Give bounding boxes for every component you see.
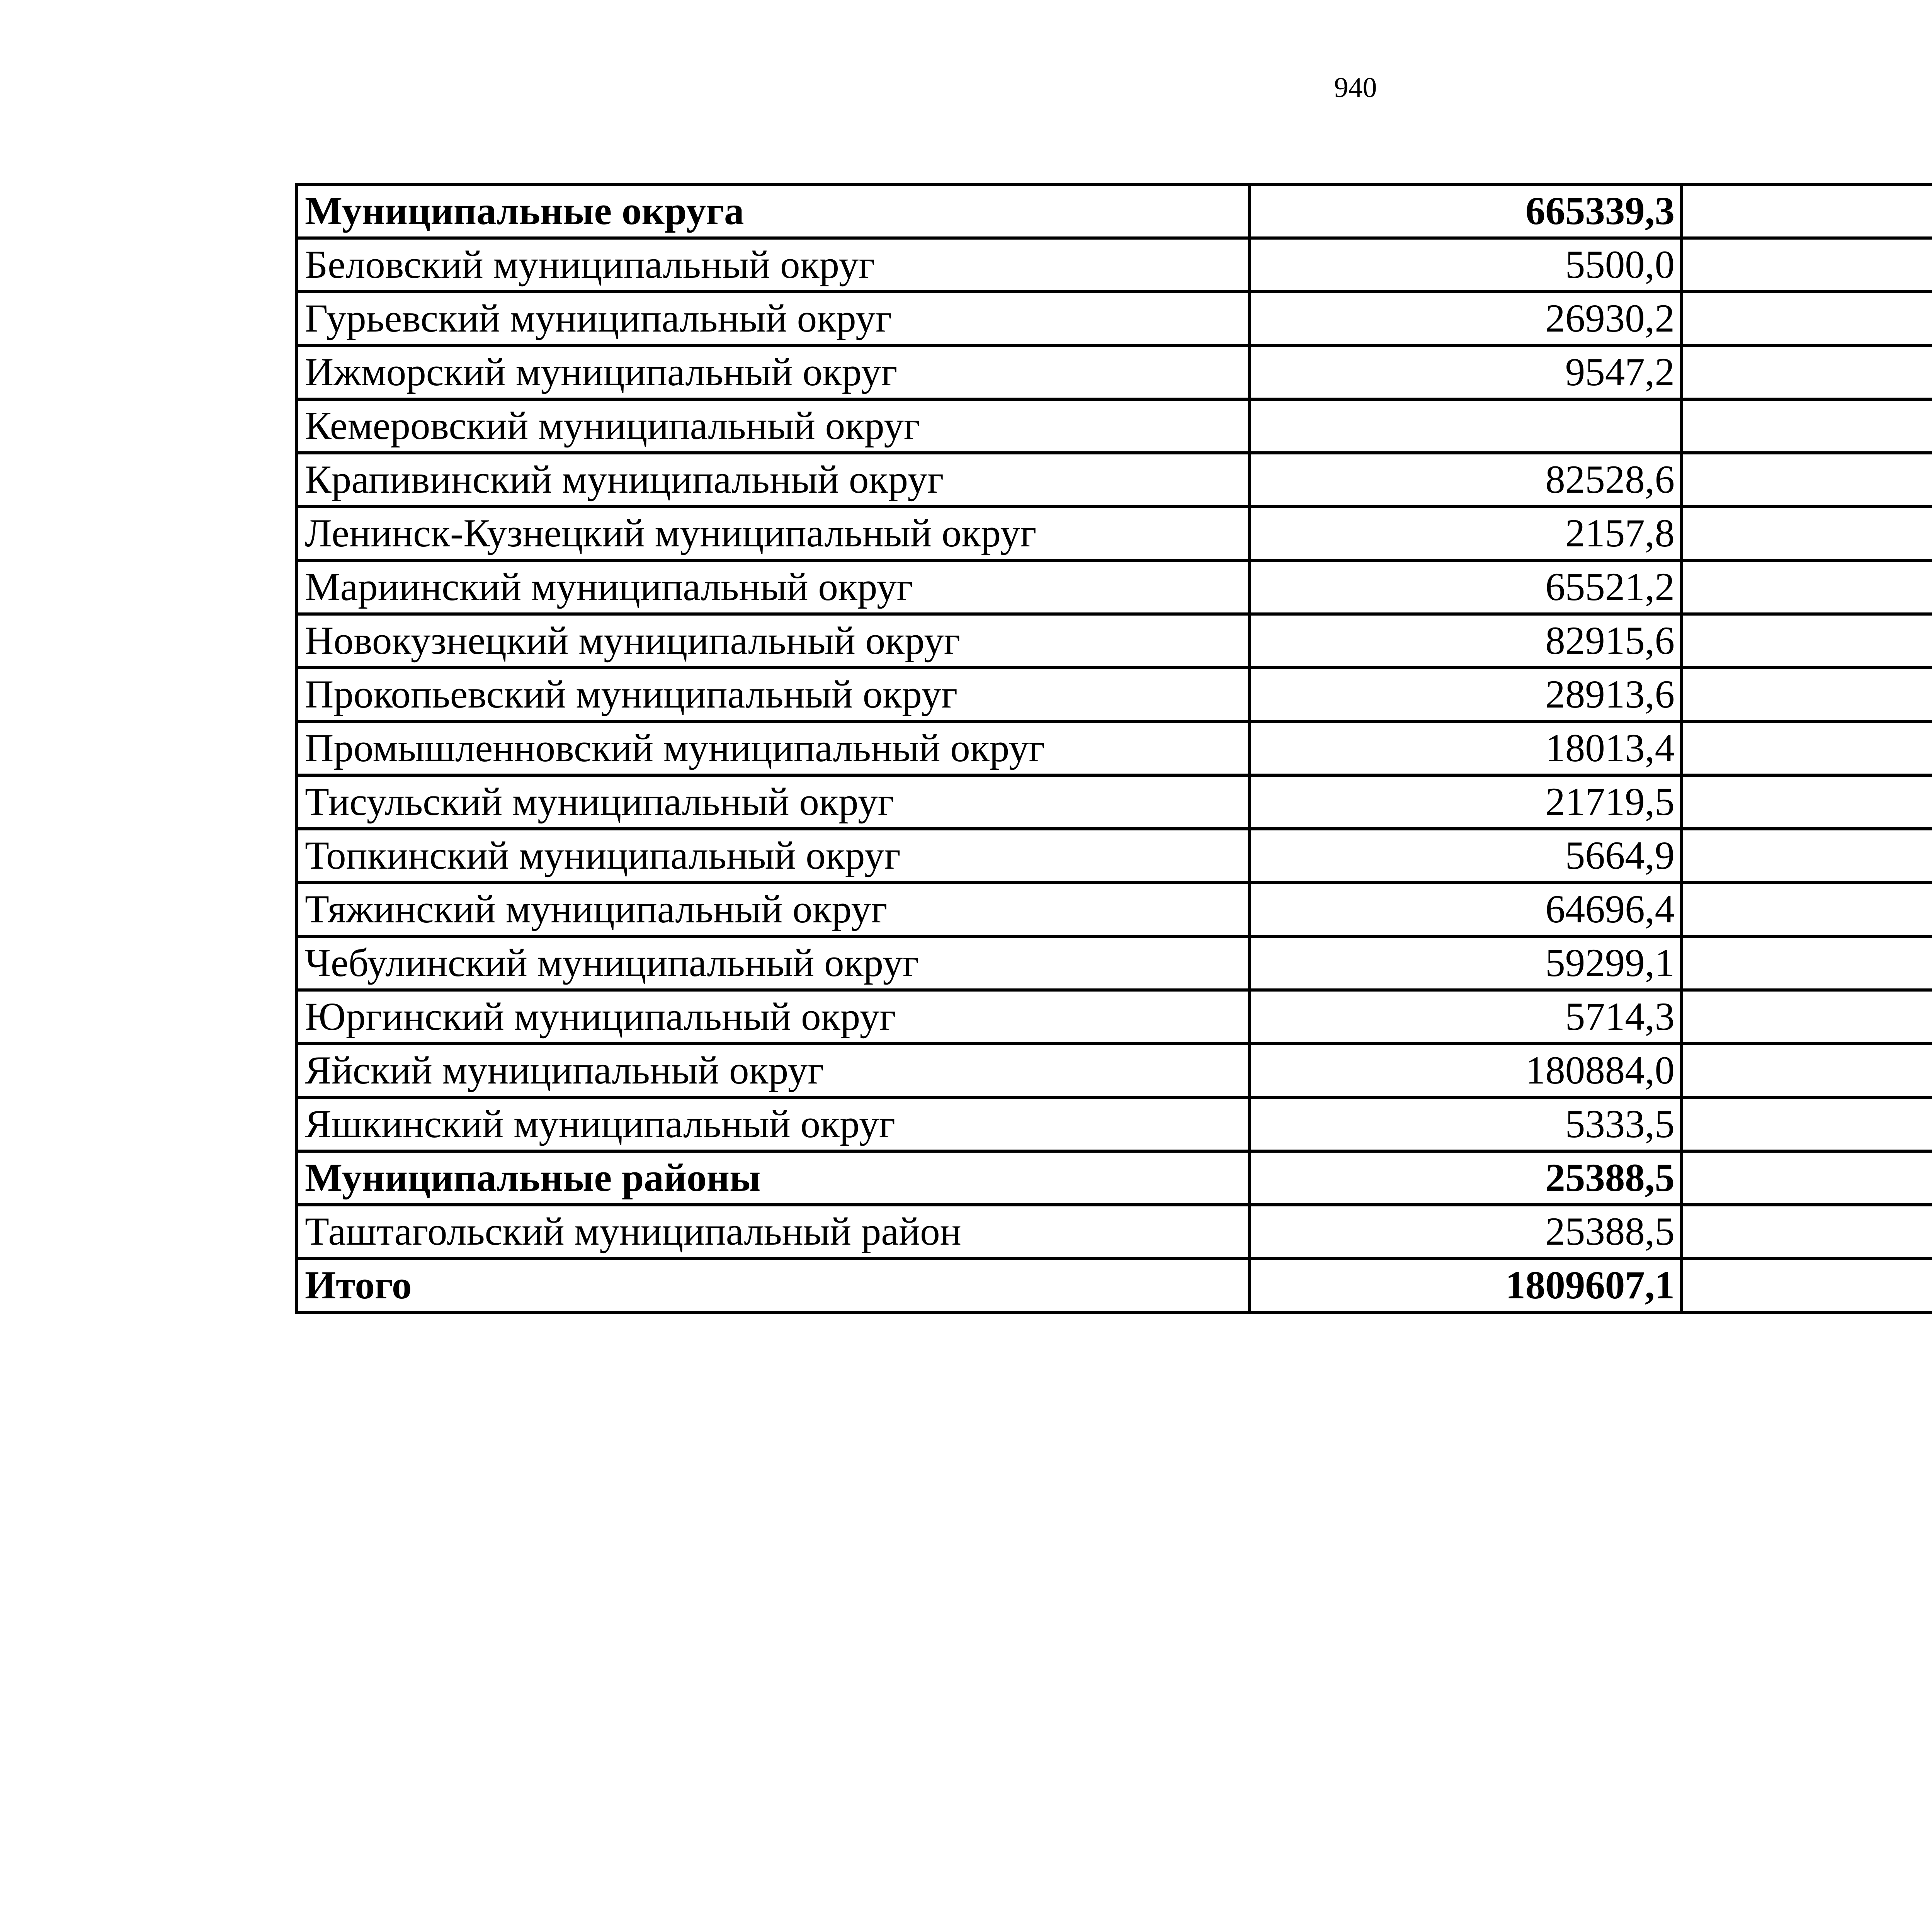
table-row xyxy=(296,399,1932,453)
cell-municipality-name: Таштагольский муниципальный район xyxy=(296,1205,1249,1259)
table-row xyxy=(296,721,1932,775)
table-row-total xyxy=(296,1259,1932,1312)
cell-municipality-name: Беловский муниципальный округ xyxy=(296,238,1249,292)
cell-municipality-name: Тяжинский муниципальный округ xyxy=(296,883,1249,936)
cell-municipality-name: Топкинский муниципальный округ xyxy=(296,829,1249,883)
cell-value-2 xyxy=(1682,345,1932,399)
cell-value-1: 82528,6 xyxy=(1249,453,1682,507)
table-row xyxy=(296,453,1932,507)
budget-table xyxy=(295,183,1932,1314)
cell-value-1: 1809607,1 xyxy=(1249,1259,1682,1312)
cell-municipality-name: Тисульский муниципальный округ xyxy=(296,775,1249,829)
cell-value-1: 5500,0 xyxy=(1249,238,1682,292)
cell-municipality-name: Кемеровский муниципальный округ xyxy=(296,399,1249,453)
cell-municipality-name: Прокопьевский муниципальный округ xyxy=(296,668,1249,721)
cell-value-1: 18013,4 xyxy=(1249,721,1682,775)
cell-value-2 xyxy=(1682,1259,1932,1312)
cell-value-2 xyxy=(1682,1044,1932,1097)
cell-municipality-name: Гурьевский муниципальный округ xyxy=(296,292,1249,345)
table-row xyxy=(296,1044,1932,1097)
cell-value-1: 665339,3 xyxy=(1249,184,1682,238)
cell-value-2 xyxy=(1682,453,1932,507)
cell-municipality-name: Крапивинский муниципальный округ xyxy=(296,453,1249,507)
table-row xyxy=(296,292,1932,345)
table-row xyxy=(296,560,1932,614)
cell-municipality-name: Промышленновский муниципальный округ xyxy=(296,721,1249,775)
cell-value-2 xyxy=(1682,560,1932,614)
cell-value-1: 65521,2 xyxy=(1249,560,1682,614)
table-row xyxy=(296,668,1932,721)
cell-value-1: 2157,8 xyxy=(1249,507,1682,560)
cell-municipality-name: Итого xyxy=(296,1259,1249,1312)
table-row xyxy=(296,345,1932,399)
cell-value-2 xyxy=(1682,721,1932,775)
table-row xyxy=(296,936,1932,990)
cell-municipality-name: Новокузнецкий муниципальный округ xyxy=(296,614,1249,668)
cell-value-1: 25388,5 xyxy=(1249,1151,1682,1205)
cell-value-1: 21719,5 xyxy=(1249,775,1682,829)
cell-value-1: 64696,4 xyxy=(1249,883,1682,936)
cell-value-2 xyxy=(1682,829,1932,883)
cell-municipality-name: Муниципальные районы xyxy=(296,1151,1249,1205)
cell-value-1: 59299,1 xyxy=(1249,936,1682,990)
table-row xyxy=(296,507,1932,560)
cell-value-2 xyxy=(1682,507,1932,560)
table-row-total xyxy=(296,1151,1932,1205)
cell-value-1: 9547,2 xyxy=(1249,345,1682,399)
cell-municipality-name: Юргинский муниципальный округ xyxy=(296,990,1249,1044)
cell-value-2 xyxy=(1682,936,1932,990)
cell-municipality-name: Мариинский муниципальный округ xyxy=(296,560,1249,614)
table-row xyxy=(296,990,1932,1044)
cell-value-2 xyxy=(1682,399,1932,453)
cell-value-1: 26930,2 xyxy=(1249,292,1682,345)
table-row xyxy=(296,238,1932,292)
cell-municipality-name: Ижморский муниципальный округ xyxy=(296,345,1249,399)
table-row xyxy=(296,1097,1932,1151)
table-row xyxy=(296,883,1932,936)
cell-value-2 xyxy=(1682,668,1932,721)
cell-value-2 xyxy=(1682,614,1932,668)
cell-value-1: 28913,6 xyxy=(1249,668,1682,721)
table-row xyxy=(296,829,1932,883)
cell-value-2 xyxy=(1682,775,1932,829)
cell-municipality-name: Яйский муниципальный округ xyxy=(296,1044,1249,1097)
cell-value-2 xyxy=(1682,1097,1932,1151)
table-row xyxy=(296,614,1932,668)
table-row xyxy=(296,1205,1932,1259)
cell-value-2 xyxy=(1682,1151,1932,1205)
table-row xyxy=(296,775,1932,829)
budget-table-body xyxy=(296,184,1932,1312)
table-row-total xyxy=(296,184,1932,238)
cell-municipality-name: Яшкинский муниципальный округ xyxy=(296,1097,1249,1151)
cell-municipality-name: Муниципальные округа xyxy=(296,184,1249,238)
cell-value-1: 25388,5 xyxy=(1249,1205,1682,1259)
cell-value-2 xyxy=(1682,990,1932,1044)
cell-value-1: 5714,3 xyxy=(1249,990,1682,1044)
cell-value-2 xyxy=(1682,1205,1932,1259)
cell-value-2 xyxy=(1682,292,1932,345)
cell-value-1: 5333,5 xyxy=(1249,1097,1682,1151)
cell-municipality-name: Ленинск-Кузнецкий муниципальный округ xyxy=(296,507,1249,560)
cell-value-2 xyxy=(1682,883,1932,936)
cell-municipality-name: Чебулинский муниципальный округ xyxy=(296,936,1249,990)
cell-value-1: 180884,0 xyxy=(1249,1044,1682,1097)
page-number: 940 xyxy=(1334,72,1377,104)
cell-value-2 xyxy=(1682,238,1932,292)
cell-value-1 xyxy=(1249,399,1682,453)
cell-value-2 xyxy=(1682,184,1932,238)
cell-value-1: 5664,9 xyxy=(1249,829,1682,883)
cell-value-1: 82915,6 xyxy=(1249,614,1682,668)
